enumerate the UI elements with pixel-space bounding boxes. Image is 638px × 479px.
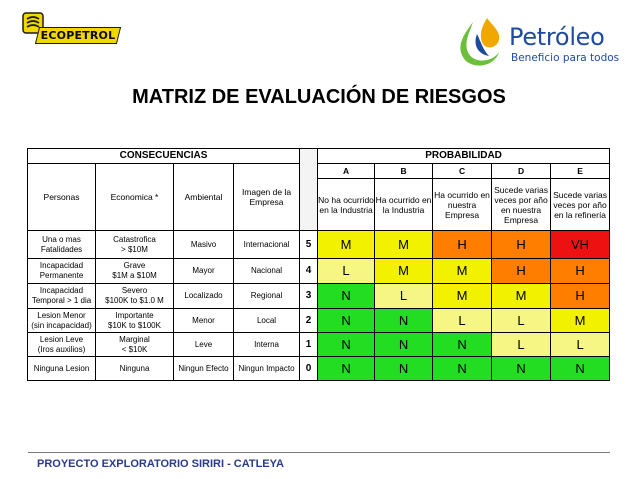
risk-cell: L: [492, 309, 551, 333]
ambiental-cell: Leve: [174, 333, 234, 357]
risk-cell: L: [375, 284, 433, 309]
prob-letter-d: D: [492, 164, 551, 179]
ambiental-cell: Menor: [174, 309, 234, 333]
col-imagen: Imagen de la Empresa: [234, 164, 300, 231]
col-personas: Personas: [28, 164, 96, 231]
petroleo-logo: [453, 16, 633, 70]
matrix-row: [28, 284, 610, 309]
prob-desc-a: No ha ocurrido en la Industria: [318, 179, 375, 231]
economica-cell: [96, 259, 174, 284]
risk-cell: N: [318, 309, 375, 333]
risk-cell: M: [492, 284, 551, 309]
risk-cell: H: [433, 231, 492, 259]
personas-cell-line: Fatalidades: [40, 244, 83, 254]
page-title: MATRIZ DE EVALUACIÓN DE RIESGOS: [132, 86, 506, 108]
risk-cell: M: [318, 231, 375, 259]
imagen-cell: Regional: [234, 284, 300, 309]
imagen-cell: Ningun Impacto: [234, 357, 300, 381]
economica-cell: [96, 309, 174, 333]
economica-cell-line: $100K to $1.0 M: [105, 296, 164, 305]
personas-cell-line: Una o mas: [42, 234, 81, 244]
risk-cell: N: [318, 284, 375, 309]
prob-letter-e: E: [551, 164, 610, 179]
footer-divider: [28, 452, 610, 453]
risk-cell: N: [375, 309, 433, 333]
personas-cell: [28, 231, 96, 259]
ecopetrol-logo: [22, 12, 118, 44]
ambiental-cell: Masivo: [174, 231, 234, 259]
economica-cell-line: Catastrofica: [113, 234, 156, 244]
personas-cell-line: Incapacidad: [39, 286, 84, 295]
economica-cell: [96, 357, 174, 381]
personas-cell: [28, 284, 96, 309]
personas-cell-line: Incapacidad: [39, 261, 84, 270]
risk-cell: L: [551, 333, 610, 357]
risk-cell: N: [433, 357, 492, 381]
matrix-row: [28, 333, 610, 357]
risk-cell: N: [318, 357, 375, 381]
ecopetrol-logo-text: ECOPETROL: [40, 29, 116, 42]
economica-cell-line: Severo: [121, 286, 148, 295]
matrix-row: [28, 357, 610, 381]
personas-cell: [28, 309, 96, 333]
prob-desc-c: Ha ocurrido en nuestra Empresa: [433, 179, 492, 231]
personas-cell-line: (Iros auxilios): [37, 344, 86, 354]
probability-header: PROBABILIDAD: [318, 149, 610, 164]
risk-cell: VH: [551, 231, 610, 259]
risk-cell: H: [492, 259, 551, 284]
risk-matrix-body: [28, 231, 610, 381]
severity-level: 0: [300, 357, 318, 381]
economica-cell-line: Grave: [123, 261, 146, 270]
economica-cell-line: > $10M: [121, 244, 148, 254]
consequences-header: CONSECUENCIAS: [28, 149, 300, 164]
prob-letter-c: C: [433, 164, 492, 179]
economica-cell: [96, 284, 174, 309]
matrix-row: [28, 259, 610, 284]
severity-level: 5: [300, 231, 318, 259]
risk-cell: N: [433, 333, 492, 357]
oil-drop-icon: [453, 16, 513, 70]
economica-cell-line: $10K to $100K: [108, 320, 161, 330]
economica-cell-line: < $10K: [121, 344, 148, 354]
risk-cell: M: [375, 259, 433, 284]
risk-cell: L: [492, 333, 551, 357]
col-ambiental: Ambiental: [174, 164, 234, 231]
personas-cell-line: Ninguna Lesion: [33, 363, 90, 373]
risk-cell: N: [375, 357, 433, 381]
footer-project-label: PROYECTO EXPLORATORIO SIRIRI - CATLEYA: [37, 458, 284, 470]
risk-cell: N: [492, 357, 551, 381]
ecopetrol-wordmark: [35, 27, 121, 44]
risk-cell: H: [492, 231, 551, 259]
ambiental-cell: Localizado: [174, 284, 234, 309]
economica-cell: [96, 231, 174, 259]
prob-desc-d: Sucede varias veces por año en nuestra Empresa: [492, 179, 551, 231]
imagen-cell: Local: [234, 309, 300, 333]
economica-cell-line: Importante: [115, 310, 154, 320]
economica-cell: [96, 333, 174, 357]
risk-cell: L: [433, 309, 492, 333]
risk-matrix-table: [27, 148, 610, 381]
risk-cell: N: [551, 357, 610, 381]
petroleo-wordmark: Petróleo: [509, 23, 605, 51]
prob-letter-b: B: [375, 164, 433, 179]
imagen-cell: Interna: [234, 333, 300, 357]
level-column-spacer: [300, 149, 318, 231]
economica-cell-line: Ninguna: [119, 363, 150, 373]
risk-cell: M: [433, 259, 492, 284]
risk-cell: M: [551, 309, 610, 333]
severity-level: 1: [300, 333, 318, 357]
personas-cell-line: Lesion Leve: [39, 334, 84, 344]
petroleo-tagline: Beneficio para todos: [511, 52, 620, 64]
matrix-row: [28, 231, 610, 259]
risk-cell: H: [551, 284, 610, 309]
risk-cell: L: [318, 259, 375, 284]
col-economica: Economica *: [96, 164, 174, 231]
personas-cell: [28, 259, 96, 284]
economica-cell-line: $1M a $10M: [112, 271, 157, 280]
severity-level: 4: [300, 259, 318, 284]
prob-desc-e: Sucede varias veces por año en la refinería: [551, 179, 610, 231]
risk-cell: N: [318, 333, 375, 357]
severity-level: 3: [300, 284, 318, 309]
economica-cell-line: Marginal: [119, 334, 150, 344]
risk-cell: H: [551, 259, 610, 284]
matrix-row: [28, 309, 610, 333]
risk-cell: M: [375, 231, 433, 259]
personas-cell-line: (sin incapacidad): [31, 320, 92, 330]
ambiental-cell: Ningun Efecto: [174, 357, 234, 381]
prob-desc-b: Ha ocurrido en la Industria: [375, 179, 433, 231]
imagen-cell: Nacional: [234, 259, 300, 284]
personas-cell-line: Lesion Menor: [37, 310, 86, 320]
prob-letter-a: A: [318, 164, 375, 179]
risk-cell: M: [433, 284, 492, 309]
severity-level: 2: [300, 309, 318, 333]
personas-cell-line: Permanente: [39, 271, 84, 280]
personas-cell: [28, 333, 96, 357]
personas-cell: [28, 357, 96, 381]
imagen-cell: Internacional: [234, 231, 300, 259]
ambiental-cell: Mayor: [174, 259, 234, 284]
risk-cell: N: [375, 333, 433, 357]
personas-cell-line: Temporal > 1 dia: [31, 296, 92, 305]
